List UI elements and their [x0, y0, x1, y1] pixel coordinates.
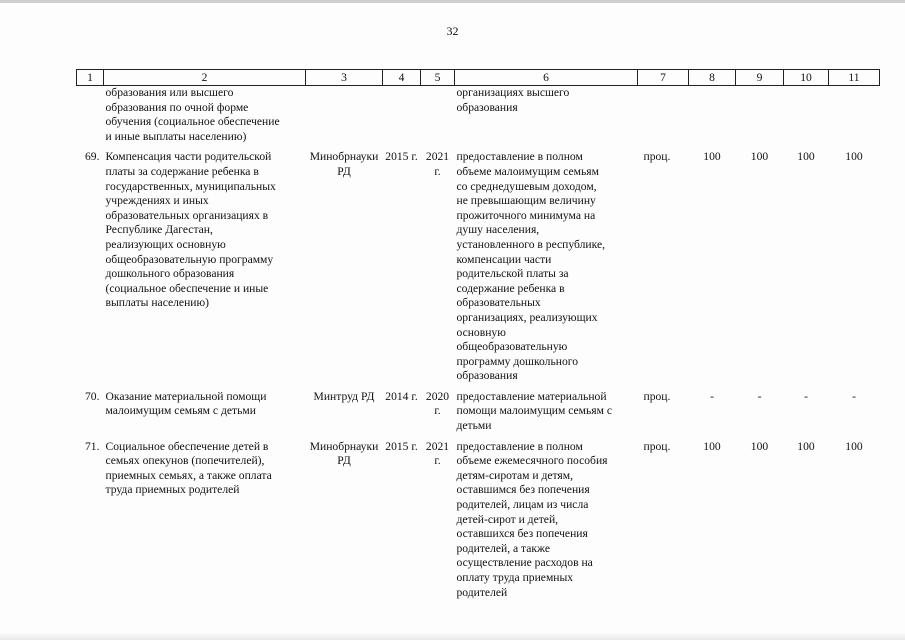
table-row — [77, 384, 880, 434]
column-header: 9 — [736, 70, 784, 86]
indicator: предоставление материальной помощи малоимущим семьям с детьми — [456, 389, 613, 433]
value-col9: 100 — [750, 150, 769, 164]
column-header: 5 — [421, 70, 455, 86]
value-col8 — [689, 86, 736, 145]
table-row — [77, 144, 880, 384]
measure-name: Оказание материальной помощи малоимущим семьям с детьми — [105, 389, 267, 418]
value-col9: - — [757, 389, 762, 403]
value-col9: 100 — [750, 439, 769, 453]
unit: проц. — [643, 439, 671, 453]
value-col11: - — [852, 389, 856, 403]
value-col10: - — [804, 389, 808, 403]
program-table — [76, 69, 880, 600]
executor: Минобрнауки РД — [309, 439, 379, 468]
row-number: 70. — [85, 389, 100, 403]
value-col11 — [829, 86, 880, 145]
indicator: предоставление в полном объеме ежемесячного пособия детям-сиротам и детям, оставшимся без попечения родителей, лицам из числа детей-сирот и детей, оставшихся без попечения родителей, а также осуществление расходов на оплату труда приемных родителей — [456, 439, 608, 599]
end-year: 2020 г. — [425, 389, 450, 418]
value-col8: 100 — [703, 150, 721, 164]
measure-name: Компенсация части родительской платы за содержание ребенка в государственных, муниципальных учреждениях и иных образовательных организациях в Республике Дагестан, реализующих основную общеобразовательную программу дошкольного образования (социальное обеспечение и иные выплаты населению) — [105, 150, 276, 310]
unit: проц. — [643, 150, 671, 164]
value-col9 — [736, 86, 784, 145]
start-year: 2015 г. — [385, 439, 418, 453]
column-header-row — [77, 70, 880, 86]
end-year: 2021 г. — [425, 150, 450, 178]
column-header: 8 — [689, 70, 736, 86]
end-year: 2021 г. — [425, 439, 450, 468]
column-header: 11 — [829, 70, 880, 86]
measure-name: Социальное обеспечение детей в семьях опекунов (попечителей), приемных семьях, а также оплата труда приемных родителей — [105, 439, 272, 497]
value-col10 — [784, 86, 829, 145]
end-year — [421, 86, 455, 145]
start-year: 2014 г. — [385, 389, 418, 403]
row-number — [77, 86, 104, 145]
unit: проц. — [643, 389, 671, 403]
start-year — [383, 86, 421, 145]
scan-bottom-edge — [0, 632, 905, 640]
value-col8: 100 — [703, 439, 721, 453]
value-col10: 100 — [797, 439, 815, 453]
executor: Минтруд РД — [313, 389, 375, 403]
row-number: 69. — [85, 150, 100, 164]
row-number: 71. — [85, 439, 100, 453]
table-row-continued — [77, 86, 880, 145]
executor — [306, 86, 383, 145]
column-header: 2 — [104, 70, 306, 86]
column-header: 6 — [455, 70, 638, 86]
value-col8: - — [710, 389, 714, 403]
column-header: 4 — [383, 70, 421, 86]
column-header: 1 — [77, 70, 104, 86]
page-number: 32 — [446, 24, 459, 38]
indicator: предоставление в полном объеме малоимущим семьям со среднедушевым доходом, не превышающим величину прожиточного минимума на душу населения, установленного в республике, компенсации части родительской платы за содержание ребенка в образовательных организациях, реализующих основную общеобразовательную программу дошкольного образования — [456, 150, 606, 383]
value-col10: 100 — [797, 150, 815, 164]
table-row — [77, 434, 880, 601]
start-year: 2015 г. — [385, 150, 418, 164]
value-col11: 100 — [845, 439, 863, 453]
measure-name: образования или высшего образования по очной форме обучения (социальное обеспечение и иные выплаты населению) — [105, 86, 280, 143]
column-header: 3 — [306, 70, 383, 86]
column-header: 7 — [638, 70, 689, 86]
executor: Минобрнауки РД — [309, 150, 379, 178]
column-header: 10 — [784, 70, 829, 86]
value-col11: 100 — [845, 150, 863, 164]
indicator: организациях высшего образования — [456, 86, 570, 114]
unit — [638, 86, 689, 145]
scan-top-edge — [0, 0, 905, 3]
